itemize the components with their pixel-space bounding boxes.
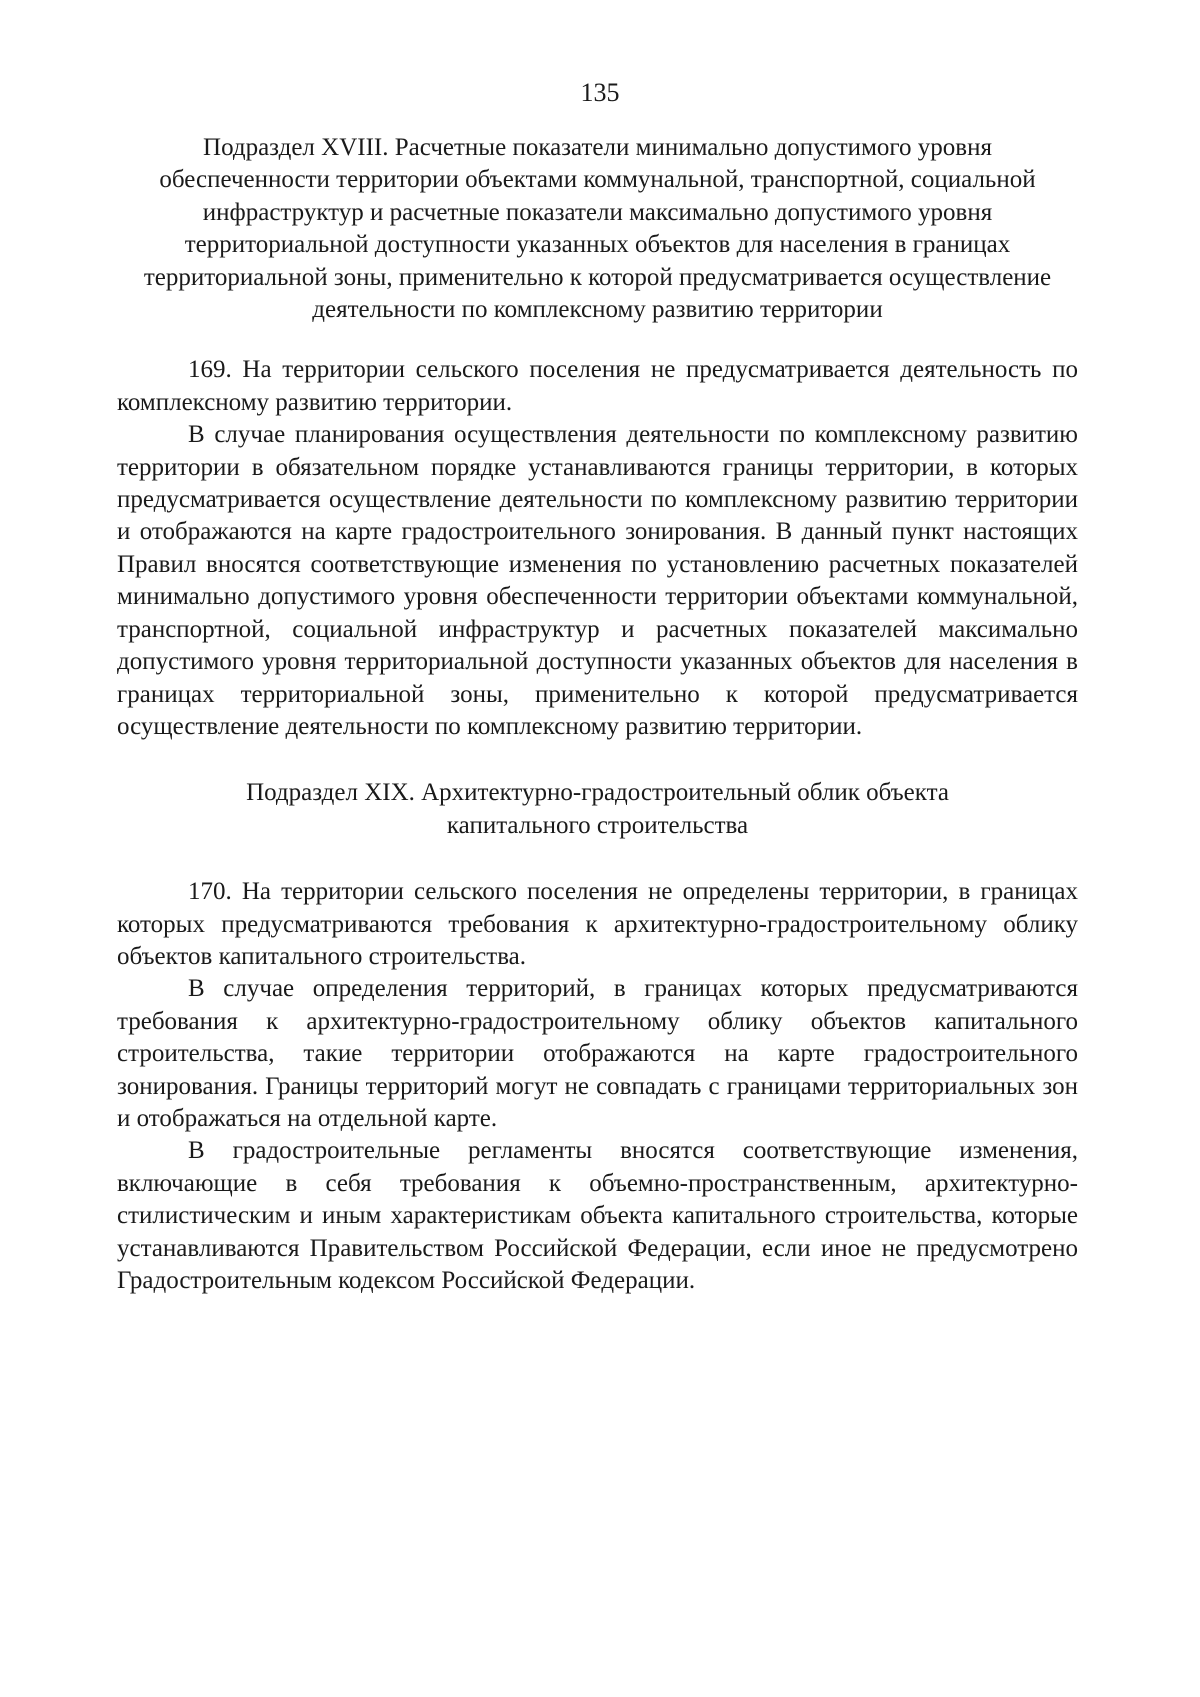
spacer (117, 326, 1078, 354)
heading-line: Подраздел XIX. Архитектурно-градостроительный облик объекта (246, 779, 949, 807)
heading-line: территориальной доступности указанных объектов для населения в границах (184, 231, 1011, 259)
paragraph-169-planning: В случае планирования осуществления деятельности по комплексному развитию территории в обязательном порядке устанавливаются границы территории, в которых предусматривается осуществление деятельности по комплексному развитию территории и отображаются на карте градостроительного зонирования. В данный пункт настоящих Правил вносятся соответствующие изменения по установлению расчетных показателей минимально допустимого уровня обеспеченности территории объектами коммунальной, транспортной, социальной инфраструктур и расчетных показателей максимально допустимого уровня территориальной доступности указанных объектов для населения в границах территориальной зоны, применительно к которой предусматривается осуществление деятельности по комплексному развитию территории. (117, 421, 1078, 740)
heading-line: территориальной зоны, применительно к которой предусматривается осуществление (143, 263, 1052, 291)
paragraph-169: 169. На территории сельского поселения не предусматривается деятельность по комплексному развитию территории. (117, 356, 1078, 416)
heading-line: деятельности по комплексному развитию территории (312, 296, 883, 324)
spacer (117, 743, 1078, 777)
heading-line: Подраздел XVIII. Расчетные показатели минимально допустимого уровня (203, 134, 992, 161)
subsection-heading-xix (117, 777, 1078, 842)
heading-line: капитального строительства (446, 811, 749, 839)
paragraph-170-definition: В случае определения территорий, в границах которых предусматриваются требования к архитектурно-градостроительному облику объектов капитального строительства, такие территории отображаются на карте градостроительного зонирования. Границы территорий могут не совпадать с границами территориальных зон и отображаться на отдельной карте. (117, 975, 1078, 1132)
heading-line: инфраструктур и расчетные показатели максимально допустимого уровня (202, 198, 993, 226)
spacer (117, 842, 1078, 876)
page-number: 135 (580, 78, 620, 107)
heading-line: обеспеченности территории объектами коммунальной, транспортной, социальной (159, 166, 1036, 194)
subsection-heading-xviii (117, 132, 1078, 326)
paragraph-170: 170. На территории сельского поселения не определены территории, в границах которых предусматриваются требования к архитектурно-градостроительному облику объектов капитального строительства. (117, 878, 1078, 970)
paragraph-170-regulations: В градостроительные регламенты вносятся соответствующие изменения, включающие в себя требования к объемно-пространственным, архитектурно-стилистическим и иным характеристикам объекта капитального строительства, которые устанавливаются Правительством Российской Федерации, если иное не предусмотрено Градостроительным кодексом Российской Федерации. (117, 1137, 1078, 1294)
page-body (117, 132, 1078, 1297)
